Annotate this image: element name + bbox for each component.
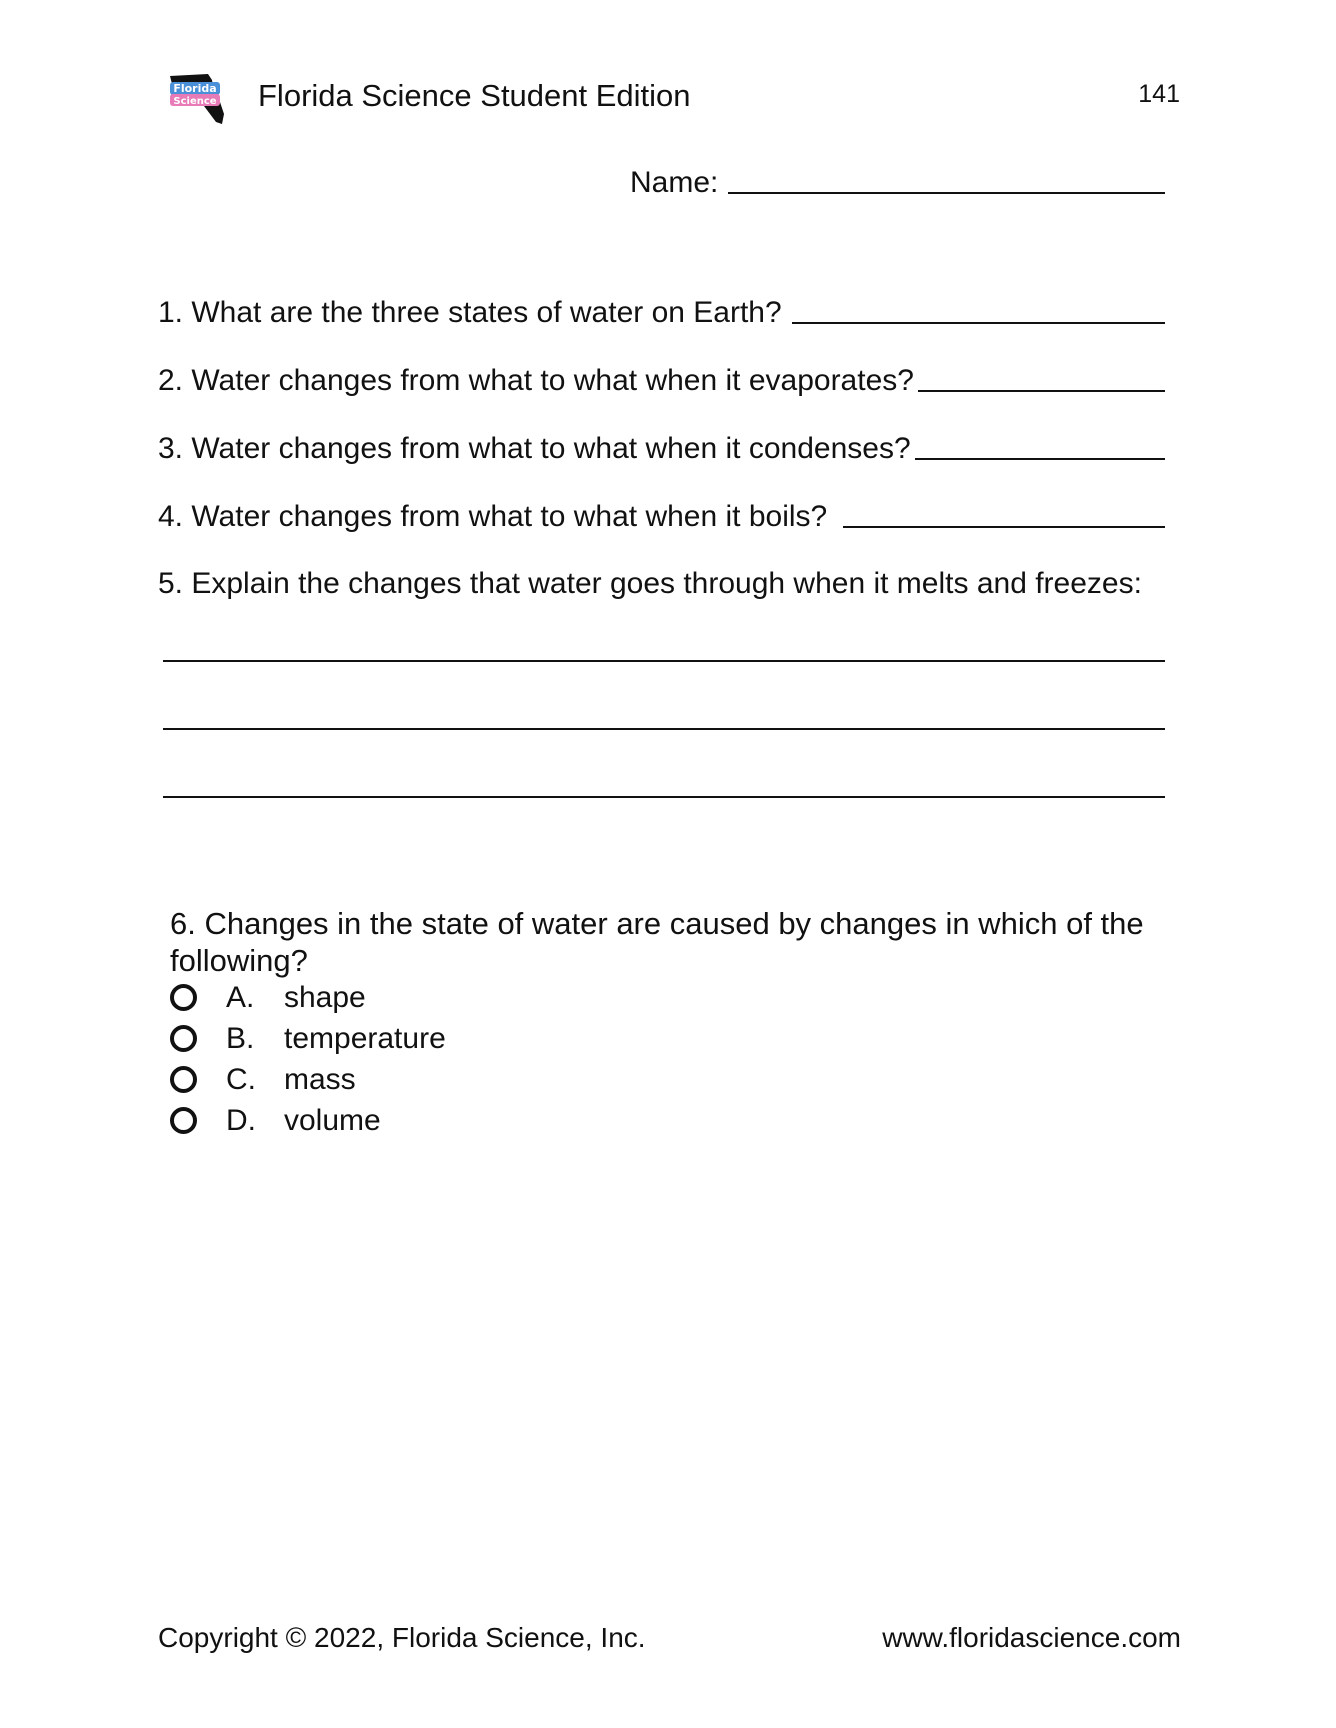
choice-d-text: volume <box>284 1103 381 1137</box>
question-6-choices <box>170 977 446 1141</box>
question-5-answer-line-3[interactable] <box>163 796 1165 798</box>
question-2 <box>158 358 1165 398</box>
question-2-answer-line[interactable] <box>918 390 1165 392</box>
choice-d[interactable] <box>170 1100 446 1141</box>
question-5-text: 5. Explain the changes that water goes through when it melts and freezes: <box>158 567 1142 600</box>
choice-c-text: mass <box>284 1062 356 1096</box>
logo-text-science: Science <box>173 96 217 107</box>
footer-website: www.floridascience.com <box>882 1622 1181 1653</box>
radio-circle-icon[interactable] <box>170 1025 197 1052</box>
question-3-text: 3. Water changes from what to what when it condenses? <box>158 432 911 465</box>
name-label: Name: <box>630 166 719 199</box>
choice-b[interactable] <box>170 1018 446 1059</box>
question-1-answer-line[interactable] <box>792 322 1165 324</box>
question-3 <box>158 426 1165 466</box>
name-field[interactable] <box>630 160 1165 200</box>
question-4-answer-line[interactable] <box>843 526 1165 528</box>
choice-a-text: shape <box>284 980 366 1014</box>
choice-a[interactable] <box>170 977 446 1018</box>
choice-c[interactable] <box>170 1059 446 1100</box>
question-1-text: 1. What are the three states of water on Earth? <box>158 296 782 329</box>
question-4 <box>158 494 1165 534</box>
choice-c-letter: C. <box>226 1062 256 1096</box>
question-4-text: 4. Water changes from what to what when it boils? <box>158 500 828 533</box>
logo-text-florida: Florida <box>173 82 217 95</box>
choice-b-letter: B. <box>226 1021 255 1055</box>
question-5-answer-line-2[interactable] <box>163 728 1165 730</box>
radio-circle-icon[interactable] <box>170 984 197 1011</box>
choice-a-letter: A. <box>226 980 255 1014</box>
footer-copyright: Copyright © 2022, Florida Science, Inc. <box>158 1622 646 1653</box>
question-2-text: 2. Water changes from what to what when it evaporates? <box>158 364 914 397</box>
florida-science-logo <box>168 70 230 128</box>
name-answer-line[interactable] <box>728 192 1165 194</box>
question-3-answer-line[interactable] <box>915 458 1165 460</box>
choice-d-letter: D. <box>226 1103 256 1137</box>
question-5-answer-line-1[interactable] <box>163 660 1165 662</box>
question-6-text: 6. Changes in the state of water are caused by changes in which of the following? <box>170 906 1144 978</box>
header-title: Florida Science Student Edition <box>258 78 691 113</box>
radio-circle-icon[interactable] <box>170 1107 197 1134</box>
question-1 <box>158 290 1165 330</box>
choice-b-text: temperature <box>284 1021 446 1055</box>
page-number: 141 <box>1138 80 1180 108</box>
radio-circle-icon[interactable] <box>170 1066 197 1093</box>
